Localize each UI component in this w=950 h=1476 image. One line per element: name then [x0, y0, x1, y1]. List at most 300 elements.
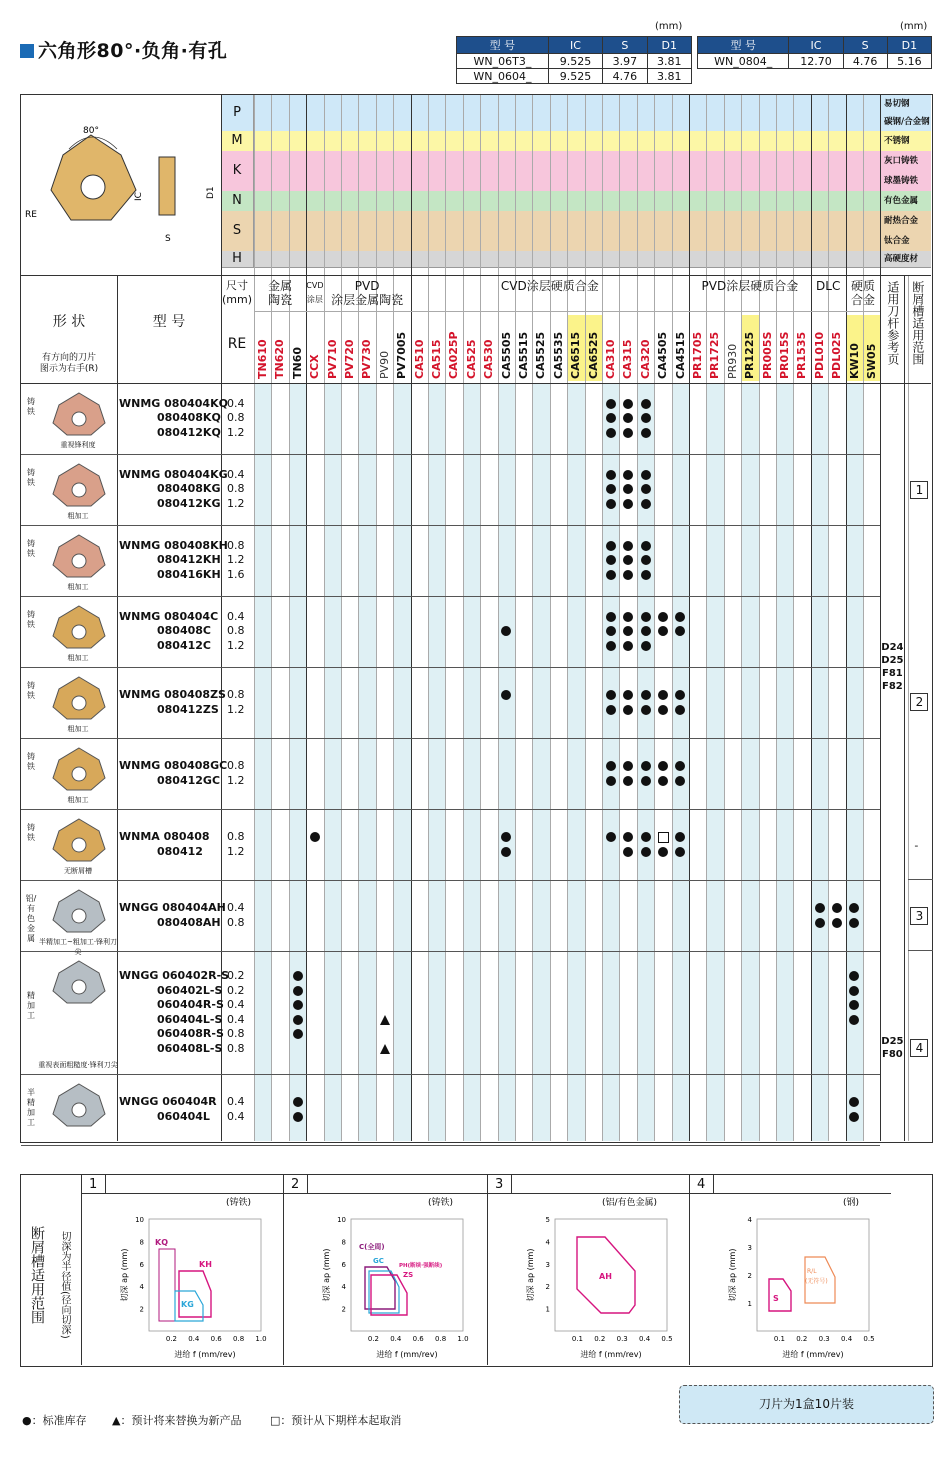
y-tick: 4	[139, 1283, 144, 1292]
grade-col-bg	[359, 383, 375, 1141]
model-code: WNGG 060404R	[119, 1095, 217, 1108]
dim-cell: 9.525	[548, 54, 602, 69]
svg-text:KQ: KQ	[155, 1238, 168, 1247]
chart-material: (铝/有色金属)	[601, 1198, 657, 1208]
chip-range-none: -	[914, 839, 919, 852]
dim-cell: WN_0804_	[698, 54, 789, 69]
grade-group-label: CVD涂层硬质合金	[500, 279, 599, 293]
grade-header-CA310: CA310	[604, 339, 618, 379]
svg-text:PH(断续·强断续): PH(断续·强断续)	[399, 1263, 443, 1269]
insert-caption: 半精加工~粗加工·锋利刀尖	[38, 938, 118, 956]
model-code: 060408L-S	[157, 1041, 223, 1055]
insert-image-icon	[49, 531, 109, 581]
stock-dot-icon	[641, 484, 651, 494]
re-value: 0.8	[227, 411, 245, 425]
model-code: 080412	[157, 844, 203, 858]
row-line	[908, 950, 933, 951]
stock-dot-icon	[606, 776, 616, 786]
y-tick: 6	[341, 1260, 346, 1269]
stock-dot-icon	[606, 399, 616, 409]
insert-caption: 粗加工	[67, 654, 89, 662]
re-value: 0.8	[227, 759, 245, 772]
stock-dot-icon	[641, 776, 651, 786]
row-line	[81, 1193, 891, 1194]
y-tick: 8	[341, 1238, 346, 1247]
x-tick: 0.8	[435, 1335, 447, 1343]
insert-caption: 粗加工	[67, 583, 89, 591]
model-code: 080412KH	[157, 553, 221, 567]
y-tick: 2	[341, 1305, 346, 1314]
x-tick: 0.4	[188, 1335, 200, 1343]
insert-image-icon	[49, 673, 109, 723]
model-code: WNGG 060402R-S	[119, 969, 230, 982]
material-desc: 有色金属	[884, 196, 919, 206]
stock-dot-icon	[623, 541, 633, 551]
dim-cell: 4.76	[603, 69, 647, 84]
chip-range-chart-3	[487, 1195, 687, 1363]
grade-col-bg	[412, 383, 428, 1141]
row-line	[21, 596, 880, 597]
page-title: 六角形80°·负角·有孔	[20, 36, 227, 63]
grade-col-bg	[499, 383, 515, 1141]
stock-dot-icon	[658, 705, 668, 715]
chip-range-num: 4	[910, 1039, 928, 1057]
stock-dot-icon	[675, 705, 685, 715]
stock-dot-icon	[606, 690, 616, 700]
row-category: 铸铁	[27, 538, 35, 558]
chip-range-title: 断屑槽适用范围	[29, 1226, 45, 1324]
grade-header-PV90: PV90	[377, 350, 391, 379]
y-label: 切深 ap (mm)	[728, 1248, 737, 1302]
stock-dot-icon	[606, 499, 616, 509]
grade-header-CA530: CA530	[482, 339, 496, 379]
x-label: 进给 f (mm/rev)	[782, 1350, 844, 1359]
stock-dot-icon	[641, 641, 651, 651]
stock-dot-icon	[606, 413, 616, 423]
col-line	[307, 1175, 308, 1193]
dim-cell: WN_0604_	[457, 69, 549, 84]
re-value: 1.2	[227, 844, 245, 858]
chip-range-chart-4	[689, 1195, 889, 1363]
dim-header: S	[843, 37, 887, 54]
grade-header-CA6525: CA6525	[586, 331, 600, 379]
grade-header-CA515: CA515	[430, 339, 444, 379]
re-value: 1.2	[227, 425, 245, 439]
row-line	[254, 311, 880, 312]
stock-dot-icon	[832, 903, 842, 913]
stock-dot-icon	[641, 761, 651, 771]
row-line	[908, 879, 933, 880]
row-category: 铸铁	[27, 680, 35, 700]
model-code: WNMG 080404KQ	[119, 396, 228, 410]
model-code: 060408R-S	[157, 1027, 224, 1040]
grade-header-CA4505: CA4505	[656, 331, 670, 379]
grade-header-PV710: PV710	[325, 339, 339, 379]
insert-image-icon	[49, 460, 109, 510]
model-code: 080412KQ	[157, 425, 221, 439]
chip-range-chart-1	[81, 1195, 281, 1363]
grade-col-bg	[516, 383, 532, 1141]
material-desc: 钛合金	[884, 236, 910, 246]
stock-dot-icon	[623, 776, 633, 786]
chart-material: (铸铁)	[225, 1198, 251, 1208]
x-label: 进给 f (mm/rev)	[580, 1350, 642, 1359]
grade-group-label: PVD涂层硬质合金	[701, 279, 799, 293]
grade-col-bg	[864, 383, 880, 1141]
re-value: 0.8	[227, 1041, 245, 1055]
y-tick: 2	[747, 1272, 752, 1280]
row-category: 铸铁	[27, 609, 35, 629]
stock-dot-icon	[623, 705, 633, 715]
re-value: 0.8	[227, 1027, 245, 1040]
grade-col-bg	[533, 383, 549, 1141]
grade-col-bg	[377, 383, 393, 1141]
stock-dot-icon	[606, 626, 616, 636]
re-value: 0.4	[227, 467, 245, 481]
chart-material: (铸铁)	[427, 1198, 453, 1208]
chip-range-header: 断屑槽适用范围	[910, 281, 925, 365]
x-tick: 0.5	[863, 1335, 875, 1343]
grade-table	[20, 94, 933, 1143]
grade-header-PR005S: PR005S	[760, 331, 774, 379]
model-code: 060404R-S	[157, 998, 224, 1011]
insert-image-icon	[49, 957, 109, 1007]
stock-dot-icon	[641, 541, 651, 551]
x-label: 进给 f (mm/rev)	[174, 1350, 236, 1359]
stock-dot-icon	[293, 1097, 303, 1107]
chip-range-num: 1	[910, 481, 928, 499]
insert-caption: 无断屑槽	[64, 867, 92, 875]
col-line	[908, 275, 909, 1141]
stock-dot-icon	[641, 690, 651, 700]
insert-caption: 粗加工	[67, 725, 89, 733]
material-desc: 耐热合金	[884, 216, 919, 226]
material-band-K	[221, 151, 931, 192]
grade-col-bg	[255, 383, 271, 1141]
insert-image-icon	[49, 602, 109, 652]
stock-dot-icon	[849, 1112, 859, 1122]
grade-header-PR930: PR930	[725, 343, 739, 379]
grade-group-label: PVD 涂层金属陶瓷	[331, 279, 404, 307]
model-code: WNMG 080408ZS	[119, 688, 226, 701]
ref-pages-2: D25 F80	[881, 1036, 904, 1060]
stock-dot-icon	[815, 903, 825, 913]
re-value: 1.6	[227, 567, 245, 581]
material-code-N: N	[221, 191, 254, 211]
material-desc: 不锈钢	[884, 136, 910, 146]
x-tick: 0.4	[390, 1335, 402, 1343]
stock-dot-icon	[849, 986, 859, 996]
material-band-S	[221, 211, 931, 252]
stock-dot-icon	[832, 918, 842, 928]
y-tick: 6	[139, 1260, 144, 1269]
grade-header-PDL025: PDL025	[830, 331, 844, 379]
stock-dot-icon	[675, 612, 685, 622]
stock-dot-icon	[623, 612, 633, 622]
x-tick: 1.0	[457, 1335, 469, 1343]
grade-col-bg	[568, 383, 584, 1141]
grade-header-CA320: CA320	[638, 339, 652, 379]
col-line	[713, 1175, 714, 1193]
stock-dot-icon	[606, 428, 616, 438]
ref-page-header: 适用刀杆参考页	[885, 281, 900, 365]
ic-label: IC	[134, 192, 144, 201]
y-tick: 4	[747, 1216, 752, 1224]
stock-dot-icon	[658, 776, 668, 786]
y-tick: 10	[135, 1216, 144, 1224]
grade-col-bg	[325, 383, 341, 1141]
chip-range-num: 3	[910, 907, 928, 925]
material-desc: 高硬度材	[884, 254, 919, 264]
grade-header-TN610: TN610	[256, 339, 270, 379]
grade-header-CA6515: CA6515	[569, 331, 583, 379]
stock-dot-icon	[293, 971, 303, 981]
stock-dot-icon	[310, 832, 320, 842]
model-code: 080416KH	[157, 567, 221, 581]
y-label: 切深 ap (mm)	[120, 1248, 129, 1302]
dim-table-1	[456, 36, 692, 84]
dim-header: 型 号	[698, 37, 789, 54]
grade-group-label: CVD 涂层	[306, 281, 324, 304]
y-tick: 3	[545, 1260, 550, 1269]
stock-dot-icon	[606, 761, 616, 771]
re-value: 0.4	[227, 1095, 245, 1108]
grade-header-CA5505: CA5505	[499, 331, 513, 379]
svg-text:R/L: R/L	[807, 1268, 817, 1275]
dim-unit-1: (mm)	[655, 21, 683, 32]
re-value: 1.2	[227, 496, 245, 510]
grade-header-CCX: CCX	[308, 354, 322, 379]
material-code-P: P	[221, 95, 254, 131]
insert-caption: 重视锋利度	[60, 441, 96, 449]
row-category: 半精加工	[27, 1087, 35, 1127]
model-code: WNMG 080404C	[119, 609, 219, 623]
re-value: 0.4	[227, 396, 245, 410]
grade-col-bg	[794, 383, 810, 1141]
y-tick: 2	[545, 1283, 550, 1292]
grade-header-PV7005: PV7005	[395, 331, 409, 379]
dim-header: D1	[887, 37, 931, 54]
chip-range-num: 2	[910, 693, 928, 711]
re-value: 0.4	[227, 1012, 245, 1026]
stock-dot-icon	[606, 612, 616, 622]
chip-range-panel	[20, 1174, 933, 1367]
grade-header-PR1225: PR1225	[743, 331, 757, 379]
stock-dot-icon	[293, 1000, 303, 1010]
stock-dot-icon	[658, 612, 668, 622]
insert-image-icon	[49, 744, 109, 794]
re-value: 0.4	[227, 998, 245, 1011]
y-tick: 3	[747, 1244, 752, 1252]
dim-cell: 3.97	[603, 54, 647, 69]
row-line	[21, 951, 880, 952]
svg-text:(无符号): (无符号)	[805, 1278, 828, 1285]
re-value: 1.2	[227, 638, 245, 652]
grade-col-bg	[760, 383, 776, 1141]
shape-note: 有方向的刀片 图示为右手(R)	[39, 353, 99, 374]
re-header: RE	[227, 336, 247, 352]
re-value: 0.8	[227, 538, 245, 552]
re-value: 0.2	[227, 983, 245, 997]
model-code: WNMG 080404KG	[119, 467, 228, 481]
model-code: WNMG 080408GC	[119, 759, 228, 772]
replace-triangle-icon	[380, 1015, 390, 1025]
grade-col-bg	[307, 383, 323, 1141]
grade-col-bg	[725, 383, 741, 1141]
insert-caption: 粗加工	[67, 512, 89, 520]
chart-num: 3	[495, 1177, 504, 1192]
insert-image-icon	[49, 389, 109, 439]
model-code: 080412C	[157, 638, 211, 652]
y-tick: 1	[747, 1300, 752, 1308]
stock-dot-icon	[501, 847, 511, 857]
shape-header: 形 状	[52, 314, 86, 330]
re-value: 0.4	[227, 609, 245, 623]
grade-header-TN60: TN60	[290, 346, 304, 379]
model-code: 080408C	[157, 624, 211, 638]
dim-header: 型 号	[457, 37, 549, 54]
grade-header-PR1535: PR1535	[795, 331, 809, 379]
stock-dot-icon	[658, 761, 668, 771]
chart-num: 4	[697, 1177, 706, 1192]
grade-header-CA525: CA525	[464, 339, 478, 379]
chart-num: 1	[89, 1177, 98, 1192]
grade-col-bg	[394, 383, 410, 1141]
re-value: 0.8	[227, 482, 245, 496]
col-line	[105, 1175, 106, 1193]
y-tick: 8	[139, 1238, 144, 1247]
grade-header-TN620: TN620	[273, 339, 287, 379]
grade-group-label: 硬质 合金	[850, 279, 875, 307]
legend-standard: ●：标准库存	[22, 1414, 87, 1427]
stock-dot-icon	[606, 484, 616, 494]
material-band-M	[221, 131, 931, 152]
col-line	[904, 275, 905, 1141]
grade-group-label: 金属 陶瓷	[268, 279, 293, 307]
grade-col-bg	[342, 383, 358, 1141]
chip-range-ylabel-note: 切深为半径值(径向切深)	[59, 1231, 70, 1339]
grade-col-line	[880, 95, 881, 1141]
d1-label: D1	[206, 186, 216, 199]
x-tick: 1.0	[255, 1335, 267, 1343]
model-code: 060402L-S	[157, 983, 223, 997]
model-code: WNMG 080408KH	[119, 538, 228, 552]
material-code-S: S	[221, 211, 254, 251]
grade-col-bg	[551, 383, 567, 1141]
grade-header-PR1725: PR1725	[708, 331, 722, 379]
grade-header-KW10: KW10	[847, 343, 861, 379]
col-line	[117, 275, 118, 1141]
legend-cancel: □：预计从下期样本起取消	[270, 1414, 402, 1427]
re-value: 0.4	[227, 1109, 245, 1123]
material-code-K: K	[221, 151, 254, 191]
chart-num: 2	[291, 1177, 300, 1192]
insert-hole-icon	[81, 175, 105, 199]
x-tick: 0.1	[773, 1335, 785, 1343]
stock-dot-icon	[641, 413, 651, 423]
dim-cell: WN_06T3_	[457, 54, 549, 69]
stock-dot-icon	[675, 776, 685, 786]
x-tick: 0.2	[367, 1335, 379, 1343]
row-line	[21, 880, 880, 881]
dim-unit-2: (mm)	[900, 21, 928, 32]
stock-dot-icon	[623, 399, 633, 409]
row-line	[21, 738, 880, 739]
grade-col-bg	[707, 383, 723, 1141]
stock-dot-icon	[641, 555, 651, 565]
insert-caption: 粗加工	[67, 796, 89, 804]
material-code-H: H	[221, 251, 254, 267]
stock-dot-icon	[641, 570, 651, 580]
row-line	[21, 275, 931, 276]
material-band-N	[221, 191, 931, 212]
insert-image-icon	[49, 886, 109, 936]
grade-header-CA4515: CA4515	[673, 331, 687, 379]
grade-header-CA025P: CA025P	[447, 331, 461, 379]
insert-side-icon	[159, 157, 175, 215]
stock-dot-icon	[606, 641, 616, 651]
material-band-P	[221, 95, 931, 132]
grade-header-PDL010: PDL010	[812, 331, 826, 379]
row-line	[21, 525, 880, 526]
svg-text:ZS: ZS	[403, 1271, 414, 1279]
grade-col-bg	[290, 383, 306, 1141]
stock-dot-icon	[641, 399, 651, 409]
grade-col-bg	[429, 383, 445, 1141]
grade-header-CA5535: CA5535	[551, 331, 565, 379]
stock-dot-icon	[641, 832, 651, 842]
stock-dot-icon	[623, 570, 633, 580]
re-value: 0.8	[227, 830, 245, 843]
stock-dot-icon	[815, 918, 825, 928]
col-line	[511, 1175, 512, 1193]
x-tick: 0.6	[210, 1335, 222, 1343]
stock-dot-icon	[293, 1015, 303, 1025]
stock-dot-icon	[606, 832, 616, 842]
material-desc: 球墨铸铁	[884, 176, 919, 186]
stock-dot-icon	[623, 641, 633, 651]
row-category: 精加工	[27, 990, 35, 1020]
material-desc: 灰口铸铁	[884, 156, 919, 166]
grade-col-bg	[690, 383, 706, 1141]
stock-dot-icon	[293, 1112, 303, 1122]
chip-range-chart-2	[283, 1195, 483, 1363]
grade-col-bg	[777, 383, 793, 1141]
row-category: 铸铁	[27, 396, 35, 416]
material-desc: 易切钢	[884, 99, 910, 109]
grade-group-label: DLC	[816, 279, 841, 293]
x-tick: 0.2	[165, 1335, 177, 1343]
grade-header-PV730: PV730	[360, 339, 374, 379]
dim-header: IC	[789, 37, 843, 54]
svg-text:KG: KG	[181, 1300, 194, 1309]
svg-text:S: S	[773, 1294, 779, 1303]
stock-dot-icon	[623, 847, 633, 857]
model-code: 080408KQ	[157, 411, 221, 425]
pack-note: 刀片为1盒10片装	[679, 1385, 934, 1424]
dim-cell: 4.76	[843, 54, 887, 69]
y-tick: 10	[337, 1216, 346, 1224]
svg-text:AH: AH	[599, 1272, 612, 1281]
stock-dot-icon	[606, 470, 616, 480]
legend-replace: ▲：预计将来替换为新产品	[112, 1414, 242, 1427]
row-category: 铸铁	[27, 822, 35, 842]
svg-text:GC: GC	[373, 1257, 384, 1265]
re-value: 0.2	[227, 969, 245, 982]
model-code: 080412ZS	[157, 702, 219, 716]
row-category: 铸铁	[27, 467, 35, 487]
stock-dot-icon	[606, 570, 616, 580]
